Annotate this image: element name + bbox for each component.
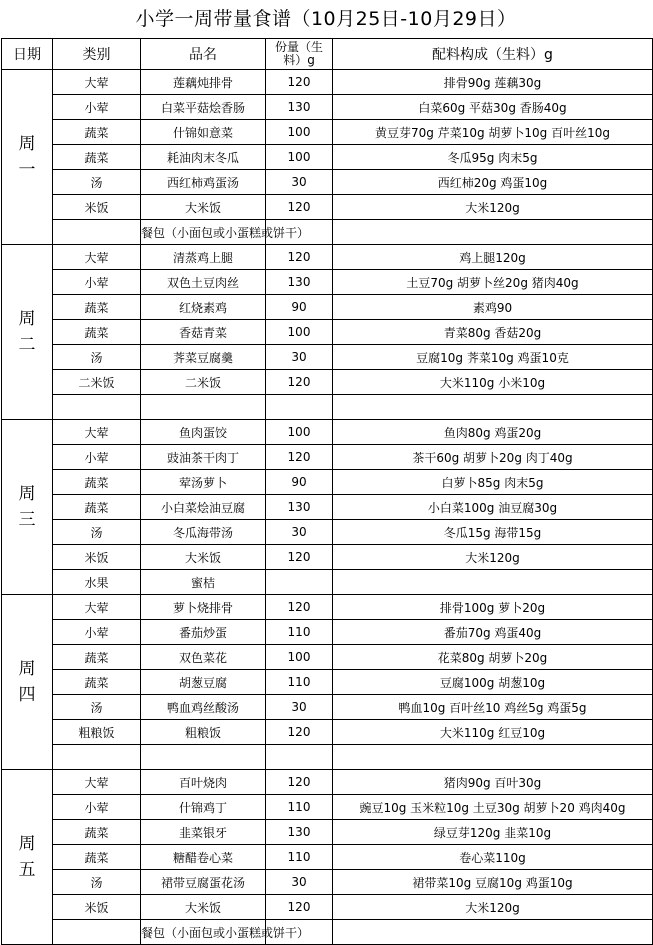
weight-cell: 100 xyxy=(266,420,333,445)
dish-cell: 糖醋卷心菜 xyxy=(141,845,266,870)
ingredients-cell: 排骨100g 萝卜20g xyxy=(333,595,653,620)
category-cell: 大荤 xyxy=(53,245,141,270)
weight-cell: 110 xyxy=(266,670,333,695)
header-weight: 份量（生料）g xyxy=(266,39,333,70)
weight-cell: 130 xyxy=(266,495,333,520)
category-cell: 蔬菜 xyxy=(53,495,141,520)
menu-row xyxy=(2,895,653,920)
day-label: 周 五 xyxy=(2,770,53,945)
ingredients-cell: 鸭血10g 百叶丝10 鸡丝5g 鸡蛋5g xyxy=(333,695,653,720)
header-dish: 品名 xyxy=(141,39,266,70)
category-cell: 蔬菜 xyxy=(53,320,141,345)
category-cell: 小荤 xyxy=(53,95,141,120)
ingredients-cell: 豆腐100g 胡葱10g xyxy=(333,670,653,695)
ingredients-cell: 鱼肉80g 鸡蛋20g xyxy=(333,420,653,445)
day-label: 周 一 xyxy=(2,70,53,245)
category-cell: 蔬菜 xyxy=(53,295,141,320)
weight-cell xyxy=(266,395,333,420)
ingredients-cell: 白菜60g 平菇30g 香肠40g xyxy=(333,95,653,120)
ingredients-cell: 番茄70g 鸡蛋40g xyxy=(333,620,653,645)
day-label: 周 三 xyxy=(2,420,53,595)
menu-row xyxy=(2,570,653,595)
dish-cell: 荤汤萝卜 xyxy=(141,470,266,495)
ingredients-cell xyxy=(333,920,653,945)
menu-row xyxy=(2,545,653,570)
category-cell: 蔬菜 xyxy=(53,820,141,845)
ingredients-cell: 大米120g xyxy=(333,895,653,920)
menu-row xyxy=(2,670,653,695)
weight-cell: 100 xyxy=(266,120,333,145)
dish-cell: 大米饭 xyxy=(141,895,266,920)
weight-cell: 30 xyxy=(266,870,333,895)
weight-cell: 120 xyxy=(266,245,333,270)
weight-cell: 100 xyxy=(266,145,333,170)
ingredients-cell: 猪肉90g 百叶30g xyxy=(333,770,653,795)
weight-cell: 130 xyxy=(266,820,333,845)
menu-row xyxy=(2,520,653,545)
ingredients-cell: 冬瓜95g 肉末5g xyxy=(333,145,653,170)
weight-cell xyxy=(266,570,333,595)
dish-cell: 冬瓜海带汤 xyxy=(141,520,266,545)
dish-cell xyxy=(141,745,266,770)
menu-body xyxy=(2,70,653,945)
category-cell xyxy=(53,220,141,245)
ingredients-cell: 绿豆芽120g 韭菜10g xyxy=(333,820,653,845)
weight-cell: 120 xyxy=(266,895,333,920)
dish-cell: 双色菜花 xyxy=(141,645,266,670)
weight-cell: 130 xyxy=(266,95,333,120)
dish-cell: 番茄炒蛋 xyxy=(141,620,266,645)
weight-cell: 110 xyxy=(266,795,333,820)
ingredients-cell: 大米120g xyxy=(333,195,653,220)
menu-row xyxy=(2,645,653,670)
dish-cell: 香菇青菜 xyxy=(141,320,266,345)
dish-cell: 西红柿鸡蛋汤 xyxy=(141,170,266,195)
menu-row xyxy=(2,170,653,195)
menu-row xyxy=(2,145,653,170)
menu-title: 小学一周带量食谱（10月25日-10月29日） xyxy=(135,8,517,30)
ingredients-cell: 茶干60g 胡萝卜20g 肉丁40g xyxy=(333,445,653,470)
menu-row xyxy=(2,295,653,320)
weight-cell: 120 xyxy=(266,595,333,620)
category-cell: 汤 xyxy=(53,520,141,545)
menu-row xyxy=(2,320,653,345)
menu-row xyxy=(2,595,653,620)
category-cell: 米饭 xyxy=(53,895,141,920)
menu-row xyxy=(2,920,653,945)
menu-row xyxy=(2,445,653,470)
ingredients-cell: 白萝卜85g 肉末5g xyxy=(333,470,653,495)
menu-row xyxy=(2,245,653,270)
category-cell: 蔬菜 xyxy=(53,645,141,670)
ingredients-cell xyxy=(333,570,653,595)
weight-cell: 110 xyxy=(266,845,333,870)
menu-row xyxy=(2,345,653,370)
dish-cell: 鱼肉蛋饺 xyxy=(141,420,266,445)
dish-cell: 清蒸鸡上腿 xyxy=(141,245,266,270)
weight-cell: 30 xyxy=(266,345,333,370)
menu-row xyxy=(2,770,653,795)
menu-row xyxy=(2,120,653,145)
menu-row xyxy=(2,95,653,120)
ingredients-cell: 黄豆芽70g 芹菜10g 胡萝卜10g 百叶丝10g xyxy=(333,120,653,145)
menu-row xyxy=(2,70,653,95)
ingredients-cell: 豆腐10g 荠菜10g 鸡蛋10克 xyxy=(333,345,653,370)
header-row xyxy=(2,39,653,70)
dish-cell: 白菜平菇烩香肠 xyxy=(141,95,266,120)
menu-row xyxy=(2,370,653,395)
ingredients-cell: 大米110g 红豆10g xyxy=(333,720,653,745)
dish-cell: 小白菜烩油豆腐 xyxy=(141,495,266,520)
dish-cell: 蜜桔 xyxy=(141,570,266,595)
menu-row xyxy=(2,395,653,420)
menu-row xyxy=(2,470,653,495)
category-cell: 蔬菜 xyxy=(53,845,141,870)
category-cell: 汤 xyxy=(53,695,141,720)
ingredients-cell: 大米110g 小米10g xyxy=(333,370,653,395)
dish-cell: 韭菜银牙 xyxy=(141,820,266,845)
ingredients-cell: 鸡上腿120g xyxy=(333,245,653,270)
menu-row xyxy=(2,820,653,845)
dish-cell: 餐包（小面包或小蛋糕或饼干） xyxy=(141,220,266,245)
ingredients-cell: 小白菜100g 油豆腐30g xyxy=(333,495,653,520)
dish-cell: 红烧素鸡 xyxy=(141,295,266,320)
dish-cell: 双色土豆肉丝 xyxy=(141,270,266,295)
dish-cell: 餐包（小面包或小蛋糕或饼干） xyxy=(141,920,266,945)
category-cell: 米饭 xyxy=(53,195,141,220)
category-cell: 小荤 xyxy=(53,620,141,645)
weight-cell: 100 xyxy=(266,645,333,670)
menu-row xyxy=(2,195,653,220)
ingredients-cell: 豌豆10g 玉米粒10g 土豆30g 胡萝卜20 鸡肉40g xyxy=(333,795,653,820)
dish-cell: 二米饭 xyxy=(141,370,266,395)
category-cell: 二米饭 xyxy=(53,370,141,395)
ingredients-cell: 素鸡90 xyxy=(333,295,653,320)
dish-cell: 胡葱豆腐 xyxy=(141,670,266,695)
dish-cell xyxy=(141,395,266,420)
dish-cell: 萝卜烧排骨 xyxy=(141,595,266,620)
category-cell: 粗粮饭 xyxy=(53,720,141,745)
menu-row xyxy=(2,695,653,720)
header-ingredients: 配料构成（生料）g xyxy=(333,39,653,70)
weight-cell: 30 xyxy=(266,170,333,195)
menu-row xyxy=(2,845,653,870)
dish-cell: 鸭血鸡丝酸汤 xyxy=(141,695,266,720)
weight-cell: 30 xyxy=(266,520,333,545)
category-cell: 蔬菜 xyxy=(53,670,141,695)
category-cell: 大荤 xyxy=(53,70,141,95)
menu-row xyxy=(2,620,653,645)
menu-row xyxy=(2,795,653,820)
category-cell: 大荤 xyxy=(53,770,141,795)
dish-cell: 耗油肉末冬瓜 xyxy=(141,145,266,170)
ingredients-cell: 西红柿20g 鸡蛋10g xyxy=(333,170,653,195)
ingredients-cell: 花菜80g 胡萝卜20g xyxy=(333,645,653,670)
header-category: 类别 xyxy=(53,39,141,70)
weight-cell: 120 xyxy=(266,770,333,795)
category-cell: 汤 xyxy=(53,870,141,895)
weight-cell: 120 xyxy=(266,70,333,95)
category-cell: 蔬菜 xyxy=(53,470,141,495)
category-cell: 大荤 xyxy=(53,595,141,620)
ingredients-cell: 青菜80g 香菇20g xyxy=(333,320,653,345)
menu-row xyxy=(2,220,653,245)
weight-cell: 30 xyxy=(266,695,333,720)
ingredients-cell: 冬瓜15g 海带15g xyxy=(333,520,653,545)
menu-row xyxy=(2,870,653,895)
dish-cell: 裙带豆腐蛋花汤 xyxy=(141,870,266,895)
menu-row xyxy=(2,495,653,520)
ingredients-cell: 土豆70g 胡萝卜丝20g 猪肉40g xyxy=(333,270,653,295)
category-cell: 小荤 xyxy=(53,795,141,820)
weight-cell: 110 xyxy=(266,620,333,645)
category-cell: 蔬菜 xyxy=(53,145,141,170)
weight-cell xyxy=(266,745,333,770)
weight-cell: 120 xyxy=(266,370,333,395)
day-label: 周 二 xyxy=(2,245,53,420)
menu-table xyxy=(1,38,653,945)
dish-cell: 荠菜豆腐羹 xyxy=(141,345,266,370)
category-cell: 小荤 xyxy=(53,270,141,295)
category-cell: 蔬菜 xyxy=(53,120,141,145)
menu-row xyxy=(2,270,653,295)
day-label: 周 四 xyxy=(2,595,53,770)
ingredients-cell xyxy=(333,220,653,245)
ingredients-cell xyxy=(333,395,653,420)
category-cell: 水果 xyxy=(53,570,141,595)
ingredients-cell: 卷心菜110g xyxy=(333,845,653,870)
dish-cell: 什锦鸡丁 xyxy=(141,795,266,820)
weight-cell: 120 xyxy=(266,545,333,570)
dish-cell: 莲藕炖排骨 xyxy=(141,70,266,95)
menu-row xyxy=(2,420,653,445)
dish-cell: 豉油茶干肉丁 xyxy=(141,445,266,470)
weight-cell: 100 xyxy=(266,320,333,345)
dish-cell: 什锦如意菜 xyxy=(141,120,266,145)
dish-cell: 大米饭 xyxy=(141,195,266,220)
ingredients-cell: 大米120g xyxy=(333,545,653,570)
weight-cell: 120 xyxy=(266,445,333,470)
ingredients-cell: 裙带菜10g 豆腐10g 鸡蛋10g xyxy=(333,870,653,895)
category-cell: 汤 xyxy=(53,345,141,370)
weight-cell: 90 xyxy=(266,470,333,495)
dish-cell: 粗粮饭 xyxy=(141,720,266,745)
category-cell xyxy=(53,745,141,770)
category-cell xyxy=(53,395,141,420)
ingredients-cell: 排骨90g 莲藕30g xyxy=(333,70,653,95)
weight-cell: 120 xyxy=(266,720,333,745)
dish-cell: 大米饭 xyxy=(141,545,266,570)
weight-cell: 120 xyxy=(266,195,333,220)
category-cell: 小荤 xyxy=(53,445,141,470)
category-cell: 米饭 xyxy=(53,545,141,570)
weight-cell: 130 xyxy=(266,270,333,295)
dish-cell: 百叶烧肉 xyxy=(141,770,266,795)
menu-row xyxy=(2,720,653,745)
ingredients-cell xyxy=(333,745,653,770)
weight-cell: 90 xyxy=(266,295,333,320)
header-date: 日期 xyxy=(2,39,53,70)
category-cell: 汤 xyxy=(53,170,141,195)
category-cell: 大荤 xyxy=(53,420,141,445)
menu-row xyxy=(2,745,653,770)
category-cell xyxy=(53,920,141,945)
